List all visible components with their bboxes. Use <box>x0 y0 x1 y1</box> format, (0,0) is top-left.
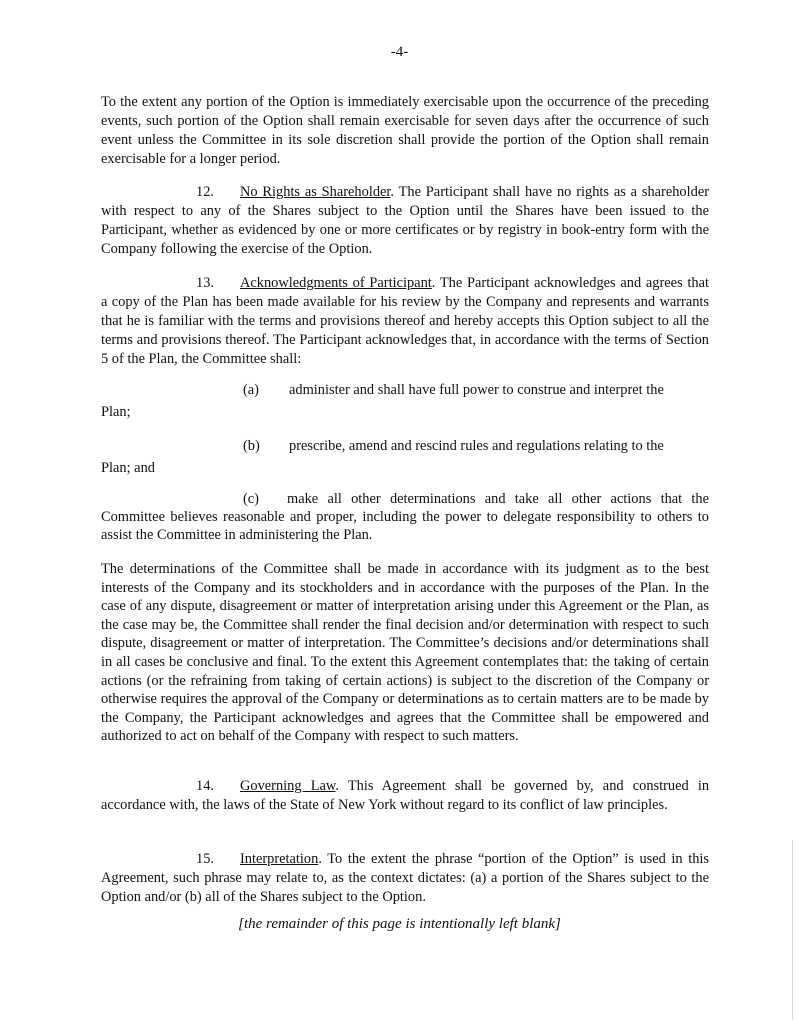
section-15 <box>101 850 709 907</box>
section-13-heading: Acknowledgments of Participant <box>240 275 432 291</box>
section-15-heading-period: . <box>318 851 328 867</box>
item-c-letter: (c) <box>243 491 259 507</box>
item-b-text: prescribe, amend and rescind rules and regulations relating to the <box>289 438 664 454</box>
section-12-number: 12. <box>196 184 214 200</box>
section-12-heading: No Rights as Shareholder <box>240 184 391 200</box>
item-a-letter: (a) <box>243 382 259 398</box>
section-13 <box>101 274 709 369</box>
section-14-number: 14. <box>196 778 214 794</box>
section-12-text: The Participant shall have no rights as a shareholder with respect to any of the Shares subject to the Option until the Shares have been issued to the Participant, whether as evidenced by one or more certificates or by registry in book-entry form with the Company following the exercise of the Option. <box>101 184 709 257</box>
section-13-item-a <box>101 381 709 422</box>
section-13-text: The Participant acknowledges and agrees that a copy of the Plan has been made available for his review by the Company and represents and warrants that he is familiar with the terms and provisions thereof and hereby accepts this Option subject to all the terms and provisions thereof. The Participant acknowledges that, in accordance with the terms of Section 5 of the Plan, the Committee shall: <box>101 275 710 367</box>
closing-note <box>0 916 799 933</box>
section-12-heading-period: . <box>390 184 399 200</box>
section-13-item-b <box>101 437 709 478</box>
item-a-text: administer and shall have full power to construe and interpret the <box>289 382 664 398</box>
section-13-heading-period: . <box>431 275 440 291</box>
scan-edge-line <box>792 840 793 1020</box>
section-15-heading: Interpretation <box>240 851 319 867</box>
section-14-text: This Agreement shall be governed by, and construed in accordance with, the laws of the State of New York without regard to its conflict of law principles. <box>101 778 710 813</box>
item-a-continuation: Plan; <box>101 404 131 420</box>
closing-note-text: [the remainder of this page is intentionally left blank] <box>238 916 561 932</box>
section-14-heading: Governing Law <box>240 778 336 794</box>
page-number: -4- <box>390 44 409 60</box>
item-b-letter: (b) <box>243 438 260 454</box>
section-12 <box>101 183 709 259</box>
section-15-number: 15. <box>196 851 214 867</box>
section-15-text: To the extent the phrase “portion of the Option” is used in this Agreement, such phrase may relate to, as the context dictates: (a) a portion of the Shares subject to the Option and/or (b) all of the Shares subject to the Option. <box>101 851 710 905</box>
section-14-heading-period: . <box>335 778 348 794</box>
item-c-text: make all other determinations and take all other actions that the Committee believes reasonable and proper, including the power to delegate responsibility to others to assist the Committee in administering the Plan. <box>101 491 709 543</box>
determinations-paragraph: The determinations of the Committee shall be made in accordance with its judgment as to the best interests of the Company and its stockholders and in accordance with the purposes of the Plan. In the case of any dispute, disagreement or matter of interpretation arising under this Agreement or the Plan, as the case may be, the Committee shall render the final decision and/or determination with respect to such dispute, disagreement or matter of interpretation. The Committee’s decisions and/or determinations shall in all cases be conclusive and final. To the extent this Agreement contemplates that: the taking of certain actions (or the refraining from taking of certain actions) is subject to the discretion of the Company or otherwise requires the approval of the Company or determinations as to certain matters are to be made by the Company, the Participant acknowledges and agrees that the Committee shall be empowered and authorized to act on behalf of the Company with respect to such matters. <box>101 561 709 745</box>
section-14 <box>101 777 709 815</box>
intro-paragraph: To the extent any portion of the Option is immediately exercisable upon the occurrence of the preceding events, such portion of the Option shall remain exercisable for seven days after the occurrence of such event unless the Committee in its sole discretion shall provide the portion of the Option shall remain exercisable for a longer period. <box>101 94 709 167</box>
section-13-number: 13. <box>196 275 214 291</box>
section-13-item-c <box>101 490 709 544</box>
item-b-continuation: Plan; and <box>101 460 155 476</box>
